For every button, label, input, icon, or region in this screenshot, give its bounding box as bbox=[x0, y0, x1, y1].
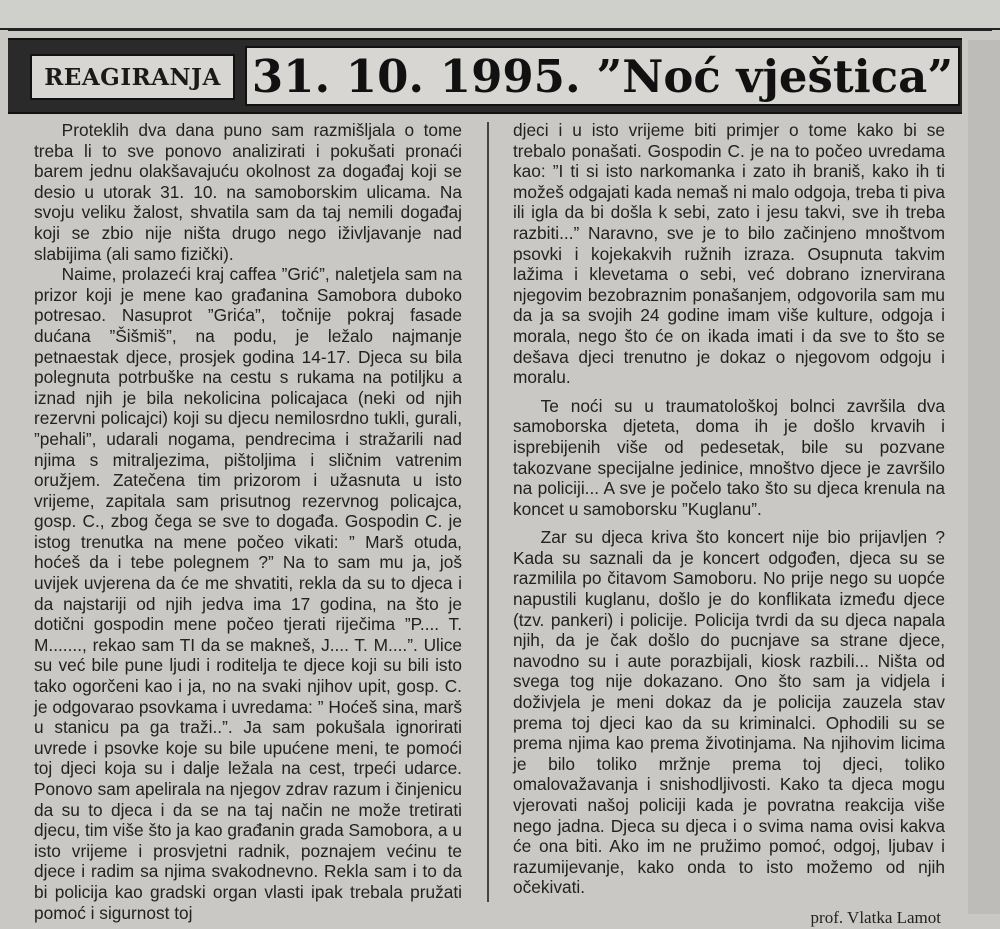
paragraph-5: Zar su djeca kriva što koncert nije bio prijavljen ? Kada su saznali da je koncert odgođen, djeca su se razmilila po čitavom Samoboru. No prije nego su uopće napustili kuglanu, došlo je do konflikata između djece (tzv. pankeri) i policije. Policija tvrdi da su djeca napala njih, da je čak došlo do pucnjave sa strane djece, navodno su i aute porazbijali, kiosk razbili... Ništa od svega tog nije dokazano. Ono što sam ja vidjela i doživjela je meni dokaz da je policija zauzela stav prema toj djeci kao da su kriminalci. Ophodili su se prema njima kao prema životinjama. Na njihovim licima je bilo toliko mržnje prema toj djeci, toliko omalovažavanja i snishodljivosti. Kako ta djeca mogu vjerovati našoj policiji kada je povratna reakcija više nego jadna. Djeca su djeca i o svima nama ovisi kakva će ona biti. Ako im ne pružimo pomoć, odgoj, ljubav i razumijevanje, kako onda to isto možemo od njih očekivati. bbox=[513, 527, 945, 898]
section-kicker: REAGIRANJA bbox=[30, 54, 235, 100]
article-headline: 31. 10. 1995. ”Noć vještica” bbox=[245, 46, 960, 106]
author-signature: prof. Vlatka Lamot bbox=[810, 907, 941, 927]
left-column bbox=[14, 120, 478, 923]
paragraph-3: djeci i u isto vrijeme biti primjer o tome kako bi se trebalo ponašati. Gospodin C. je na to počeo uvredama kao: ”I ti si isto narkomanka i zato ih braniš, kako ih ti možeš odgajati kada nemaš ni malo odgoja, treba ti piva ili igla da bi došla k sebi, zato i jesu takvi, sve ih treba razbiti...” Naravno, sve je to bilo začinjeno mnoštvom psovki i kojekakvih ružnih izraza. Osupnuta takvim lažima i klevetama o sebi, već dobrano iznervirana njegovim bezobraznim ponašanjem, odgovorila sam mu da ja sa svojih 24 godine imam više kulture, odgoja i morala, nego što će on ikada imati i da sve to što se dešava djeci trenutno je dokaz o njegovom odgoju i moralu. bbox=[513, 120, 945, 388]
paragraph-2: Naime, prolazeći kraj caffea ”Grić”, naletjela sam na prizor koji je mene kao građanina Samobora duboko potresao. Nasuprot ”Grića”, točnije pokraj fasade dućana ”Šišmiš”, na podu, je ležalo najmanje petnaestak djece, prosjek godina 14-17. Djeca su bila polegnuta potrbuške na cestu s rukama na potiljku a iznad njih je bila nekolicina policajaca (neki od njih rezervni policajci) koji su djecu nemilosrdno tukli, gurali, ”pehali”, udarali nogama, pendrecima i stražarili nad njima s mitraljezima, pištoljima i sličnim vatrenim oružjem. Zatečena tim prizorom i užasnuta u isto vrijeme, zapitala sam prisutnog rezervnog policajca, gosp. C., zbog čega se sve to događa. Gospodin C. je istog trenutka na mene počeo vikati: ” Marš otuda, hoćeš da i tebe polegnem ?” Na to sam mu ja, još uvijek uvjerena da će me shvatiti, rekla da su to djeca i da najstariji od njih jedva ima 17 godina, na što je dotični gospodin mene počeo tjerati riječima ”P.... T. M......., rekao sam TI da se makneš, J.... T. M....”. Ulice su već bile pune ljudi i roditelja te djece koji su bili isto tako ogorčeni kao i ja, no na svaki njihov upit, gosp. C. je odgovarao psovkama i uvredama: ” Hoćeš sina, marš u stanicu pa ga traži..”. Ja sam pokušala ignorirati uvrede i psovke koje su bile upućene meni, te pomoći toj djeci koja su i dalje ležala na cest, trpeći udarce. Ponovo sam apelirala na njegov zdrav razum i činjenicu da su to djeca i da se na taj način ne može tretirati djecu, tim više što ja kao građanin grada Samobora, a u isto vrijeme i prosvjetni radnik, poznajem većinu te djece i radim sa njima svakodnevno. Rekla sam i to da bi policija kao gradski organ vlasti ipak trebala pružati pomoć i sigurnost toj bbox=[34, 264, 462, 923]
page-margin bbox=[968, 40, 1000, 914]
column-divider bbox=[487, 122, 489, 902]
paragraph-1: Proteklih dva dana puno sam razmišljala o tome treba li to sve ponovo analizirati i pokušati pronaći barem jednu olakšavajuću okolnost za događaj koji se desio u utorak 31. 10. na samoborskim ulicama. Na svoju veliku žalost, shvatila sam da taj nemili događaj koji se zbio nije ništa drugo nego iživljavanje nad slabijima (ali samo fizički). bbox=[34, 120, 462, 264]
top-rule bbox=[8, 29, 992, 31]
right-column bbox=[495, 120, 963, 927]
previous-page-strip bbox=[0, 0, 1000, 30]
paragraph-4: Te noći su u traumatološkoj bolnci završila dva samoborska djeteta, doma ih je došlo krvavih i isprebijenih više od pedesetak, bile su pozvane takozvane specijalne jedinice, mnoštvo djece je završilo na policiji... A sve je počelo tako što su djeca krenula na koncet u samoborsku ”Kuglanu”. bbox=[513, 395, 945, 519]
